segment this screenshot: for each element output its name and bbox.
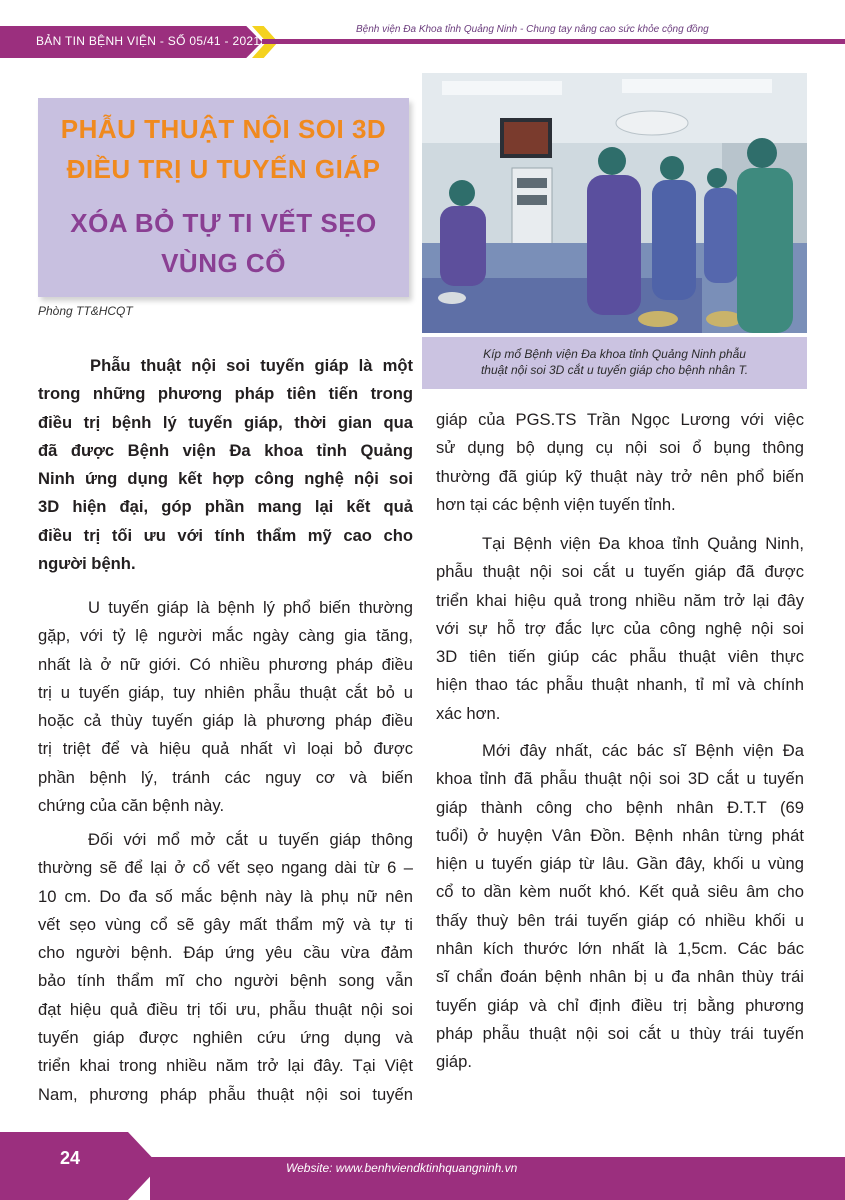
text-line: điều trị bệnh lý tuyến giáp, thời gian qua [38, 412, 413, 432]
text-line: nhất là ở nữ giới. Có nhiều phương pháp điều [38, 654, 413, 674]
text-line: người bệnh. [38, 554, 136, 574]
text-line: hơn tại các bệnh viện tuyến tỉnh. [436, 494, 676, 514]
title-line-1: PHẪU THUẬT NỘI SOI 3D [60, 114, 387, 144]
text-line: Đối với mổ mở cắt u tuyến giáp thông [88, 830, 413, 849]
text-line: Nam, phương pháp phẫu thuật nội soi tuyến [38, 1084, 413, 1104]
text-line: giáp thành công cho bệnh nhân Đ.T.T (69 [436, 797, 804, 817]
text-line: trị triệt để và hiệu quả nhất vì loại bỏ được [38, 739, 413, 759]
text-line: hoặc cả thùy tuyến giáp là phương pháp điều [38, 711, 413, 731]
operating-room-image [422, 73, 807, 333]
title-line-2: ĐIỀU TRỊ U TUYẾN GIÁP [66, 154, 381, 184]
text-line: vết sẹo vùng cổ sẽ gây mất thẩm mỹ và tự ti [38, 914, 413, 934]
text-line: thấy thuỳ bên trái tuyến giáp có nhiều khối u [436, 910, 804, 930]
text-line: Ninh ứng dụng kết hợp công nghệ nội soi [38, 469, 413, 489]
text-line: Mới đây nhất, các bác sĩ Bệnh viện Đa [482, 741, 804, 760]
author-credit: Phòng TT&HCQT [38, 304, 133, 318]
text-line: pháp phẫu thuật nội soi cắt u thùy trái tuyến [436, 1023, 804, 1043]
lead-paragraph [38, 352, 413, 578]
text-line: hiện thao tác phẫu thuật nhanh, tỉ mỉ và chính [436, 675, 804, 695]
text-line: nhân kích thước lớn nhất là 1,5cm. Các bác [436, 939, 804, 959]
text-line: khoa tỉnh đã phẫu thuật nội soi 3D cắt u tuyến [436, 769, 804, 789]
subtitle-line-2: VÙNG CỔ [161, 248, 286, 278]
text-line: thường sẽ để lại ở cổ vết sẹo ngang dài từ 6 – [38, 858, 413, 878]
text-line: 10 cm. Do đa số mắc bệnh này là phụ nữ nên [38, 886, 413, 906]
left-paragraph-2 [38, 826, 413, 1109]
website-link[interactable]: Website: www.benhviendktinhquangninh.vn [286, 1161, 518, 1175]
text-line: U tuyến giáp là bệnh lý phổ biến thường [88, 598, 413, 617]
text-line: sử dụng bộ dụng cụ nội soi ổ bụng thông [436, 438, 804, 458]
header-slogan: Bệnh viện Đa Khoa tỉnh Quảng Ninh - Chung tay nâng cao sức khỏe cộng đồng [356, 24, 709, 35]
text-line: tuyến giáp được nghiên cứu ứng dụng và [38, 1028, 413, 1048]
text-line: triển khai hiệu quả trong nhiều năm trở lại đây [436, 590, 804, 610]
text-line: trong những phương pháp tiên tiến trong [38, 384, 413, 404]
text-line: điều trị tối ưu với tính thẩm mỹ cao cho [38, 525, 413, 545]
text-line: gặp, với tỷ lệ người mắc ngày càng gia tăng, [38, 626, 413, 646]
text-line: 3D hiện đại, góp phần mang lại kết quả [38, 497, 413, 517]
left-column [38, 352, 413, 578]
text-line: sĩ chẩn đoán bệnh nhân bị u đa nhân thùy trái [436, 967, 804, 987]
text-line: chứng của căn bệnh này. [38, 796, 225, 816]
text-line: bảo tính thẩm mĩ cho người bệnh song vẫn [38, 971, 413, 991]
caption-line-2: thuật nội soi 3D cắt u tuyến giáp cho bệnh nhân T. [480, 363, 749, 377]
text-line: trị u tuyến giáp, tuy nhiên phẫu thuật cắt bỏ u [38, 682, 413, 702]
text-line: giáp của PGS.TS Trần Ngọc Lương với việc [436, 410, 804, 429]
text-line: phẫu thuật nội soi cắt u tuyến giáp đã được [436, 562, 804, 582]
text-line: đã được Bệnh viện Đa khoa tỉnh Quảng [38, 440, 413, 460]
text-line: Phẫu thuật nội soi tuyến giáp là một [90, 356, 413, 375]
text-line: tuổi) ở huyện Vân Đồn. Bệnh nhân từng phát [436, 825, 804, 845]
text-line: tuyến giáp và chỉ định điều trị bằng phương [436, 995, 804, 1015]
text-line: giáp. [436, 1052, 472, 1072]
right-paragraph-2 [436, 530, 804, 728]
text-line: hiện u tuyến giáp từ lâu. Gần đây, khối u vùng [436, 854, 804, 874]
caption-line-1: Kíp mổ Bệnh viện Đa khoa tỉnh Quảng Ninh phẫu [483, 347, 746, 361]
photo-caption [422, 337, 807, 389]
text-line: xác hơn. [436, 703, 501, 723]
text-line: đạt hiệu quả điều trị tối ưu, phẫu thuật nội soi [38, 999, 413, 1019]
text-line: thường đã giúp kỹ thuật này trở nên phổ biến [436, 466, 804, 486]
text-line: phần bệnh lý, tránh các nguy cơ và biến [38, 767, 413, 787]
text-line: với sự hỗ trợ đắc lực của công nghệ nội soi [436, 618, 804, 638]
text-line: cổ to dần kèm nuốt khó. Kết quả siêu âm cho [436, 882, 804, 902]
article-title-box [38, 98, 409, 297]
subtitle-line-1: XÓA BỎ TỰ TI VẾT SẸO [70, 208, 377, 238]
issue-label: BẢN TIN BỆNH VIỆN - SỐ 05/41 - 2021 [36, 34, 261, 48]
surgery-photo [422, 73, 807, 333]
left-paragraph-1 [38, 594, 413, 820]
right-paragraph-3 [436, 737, 804, 1077]
page-number: 24 [60, 1148, 81, 1168]
text-line: 3D tiên tiến giúp các phẫu thuật viên thực [436, 647, 804, 667]
right-paragraph-1 [436, 406, 804, 519]
text-line: Tại Bệnh viện Đa khoa tỉnh Quảng Ninh, [482, 534, 804, 553]
text-line: cho người bệnh. Đáp ứng yêu cầu vừa đảm [38, 943, 413, 963]
header-rule [262, 39, 845, 44]
text-line: triển khai trong nhiều năm trở lại đây. Tại Việt [38, 1056, 413, 1076]
